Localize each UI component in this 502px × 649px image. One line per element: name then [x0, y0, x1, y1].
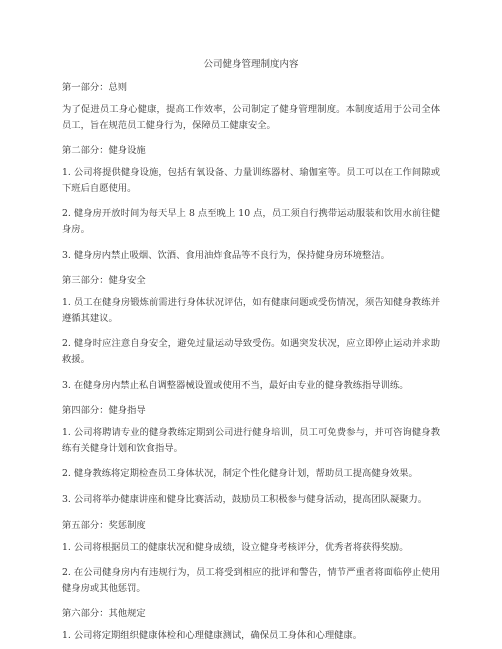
- paragraph: 1. 公司将提供健身设施，包括有氧设备、力量训练器材、瑜伽室等。员工可以在工作间隙或下班后自愿使用。: [62, 167, 440, 194]
- section-heading: 第五部分：奖惩制度: [62, 519, 146, 531]
- section-heading: 第六部分：其他规定: [62, 608, 146, 620]
- paragraph: 3. 健身房内禁止吸烟、饮酒、食用油炸食品等不良行为，保持健身房环境整洁。: [62, 249, 390, 261]
- paragraph: 1. 公司将定期组织健康体检和心理健康测试，确保员工身体和心理健康。: [62, 630, 363, 642]
- paragraph: 2. 在公司健身房内有违规行为，员工将受到相应的批评和警告，情节严重者将面临停止使用健身房或其他惩罚。: [62, 567, 440, 594]
- paragraph: 3. 在健身房内禁止私自调整器械设置或使用不当，最好由专业的健身教练指导训练。: [62, 379, 409, 391]
- paragraph: 2. 健身时应注意自身安全，避免过量运动导致受伤。如遇突发状况，应立即停止运动并求助救援。: [62, 338, 440, 365]
- section-other-rules: [62, 607, 440, 644]
- paragraph: 为了促进员工身心健康，提高工作效率，公司制定了健身管理制度。本制度适用于公司全体员工，旨在规范员工健身行为，保障员工健康安全。: [62, 104, 440, 131]
- paragraph: 3. 公司将举办健康讲座和健身比赛活动，鼓励员工积极参与健身活动，提高团队凝聚力。: [62, 493, 428, 505]
- section-heading: 第二部分：健身设施: [62, 145, 146, 157]
- paragraph: 1. 公司将根据员工的健康状况和健身成绩，设立健身考核评分，优秀者将获得奖励。: [62, 541, 409, 553]
- section-heading: 第四部分：健身指导: [62, 405, 146, 417]
- section-facilities: [62, 144, 440, 263]
- section-guidance: [62, 404, 440, 507]
- section-heading: 第三部分：健身安全: [62, 275, 146, 287]
- paragraph: 2. 健身房开放时间为每天早上 8 点至晚上 10 点，员工须自行携带运动服装和饮用水前往健身房。: [62, 208, 440, 235]
- document-title: 公司健身管理制度内容: [203, 59, 299, 70]
- section-safety: [62, 274, 440, 393]
- paragraph: 1. 员工在健身房锻炼前需进行身体状况评估，如有健康问题或受伤情况，须告知健身教练并遵循其建议。: [62, 297, 440, 324]
- section-rewards-penalties: [62, 519, 440, 597]
- section-heading: 第一部分：总则: [62, 82, 128, 93]
- paragraph: 1. 公司将聘请专业的健身教练定期到公司进行健身培训，员工可免费参与，并可咨询健身教练有关健身计划和饮食指导。: [62, 427, 440, 454]
- paragraph: 2. 健身教练将定期检查员工身体状况，制定个性化健身计划，帮助员工提高健身效果。: [62, 468, 418, 480]
- section-general: [62, 81, 440, 133]
